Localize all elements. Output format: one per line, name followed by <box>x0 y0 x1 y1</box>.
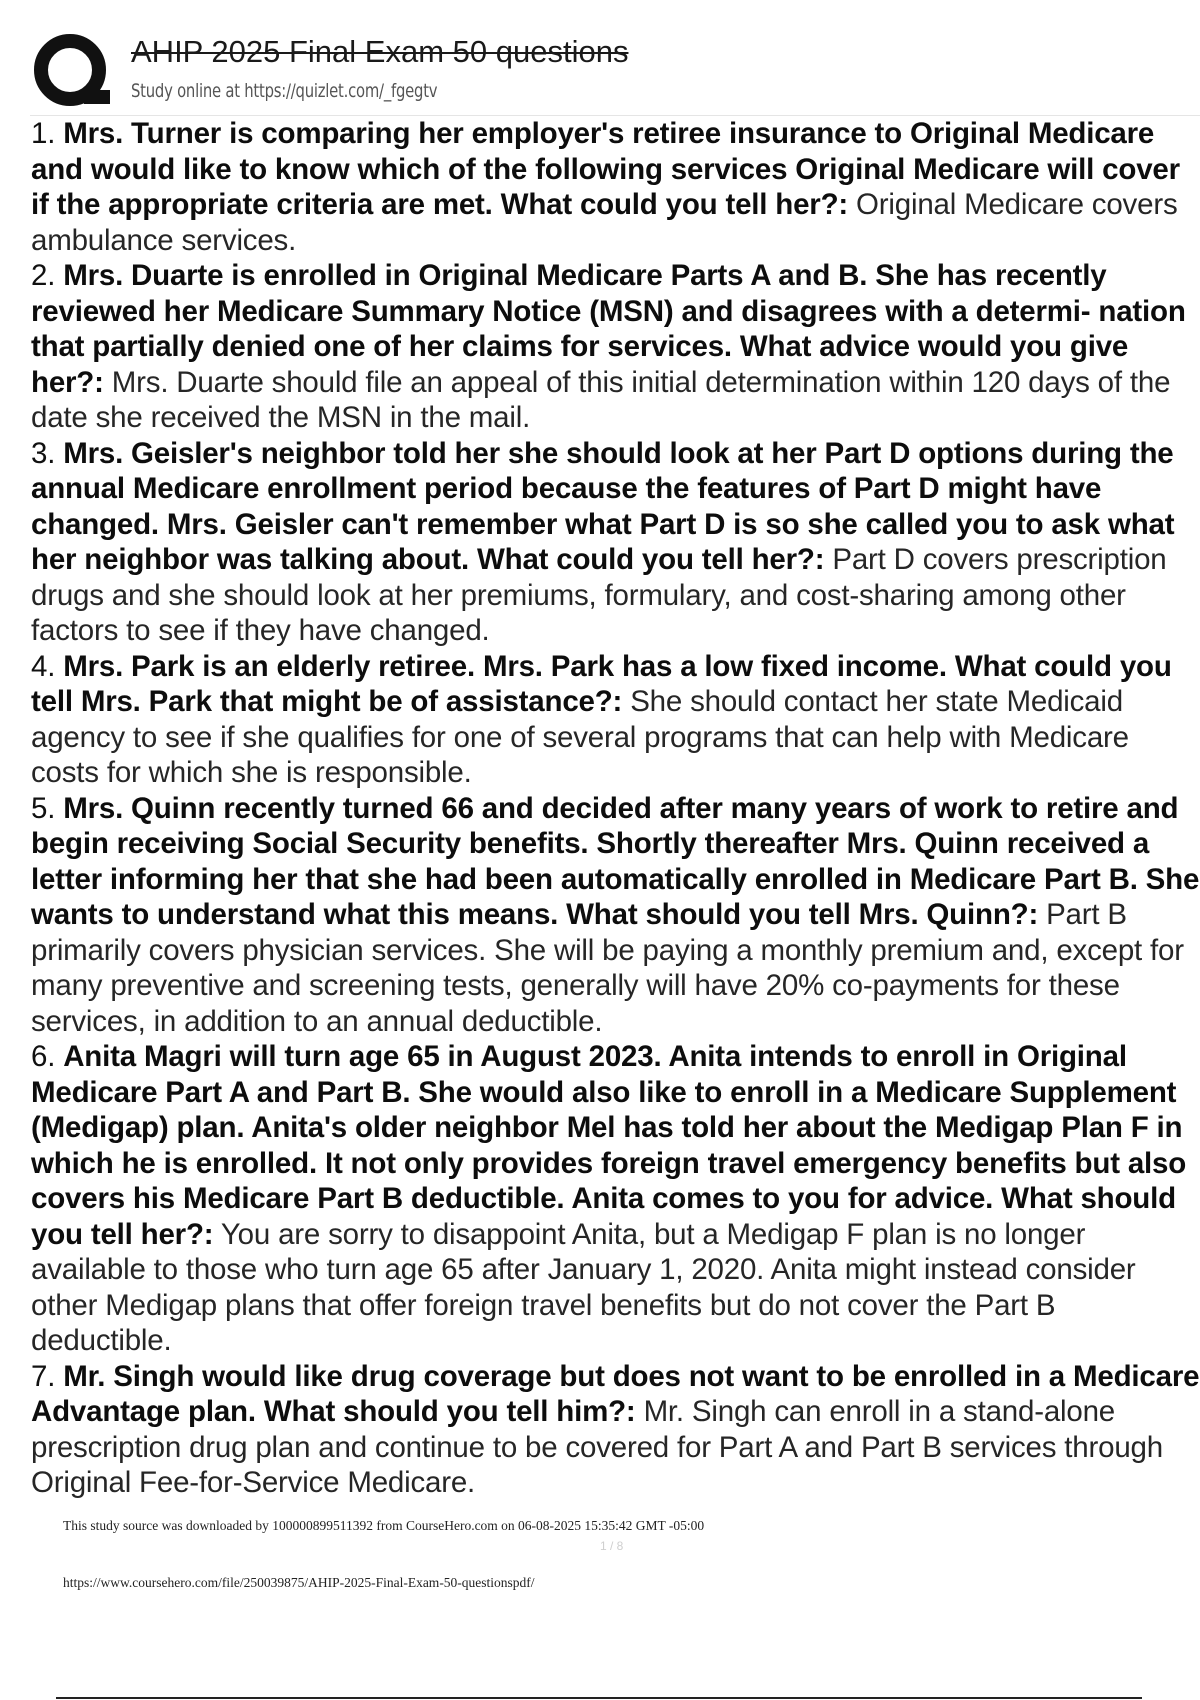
question-number: 4. <box>31 649 56 683</box>
question-text: Anita Magri will turn age 65 in August 2023. Anita intends to enroll in Original Medicare Part A and Part B. She would also like to enroll in a Medicare Supplement (Medigap) plan. Anita's older neighbor Mel has told her about the Medigap Plan F in which he is enrolled. It not only provides foreign travel emergency benefits but also covers his Medicare Part B deductible. Anita comes to you for advice. What should you tell her?: <box>31 1040 1187 1251</box>
download-note: This study source was downloaded by 100000899511392 from CourseHero.com on 06-08-2025 15:35:42 GMT -05:00 <box>63 1518 705 1533</box>
question-item-1 <box>31 116 1200 258</box>
document-header <box>30 30 1180 116</box>
source-url-link[interactable]: https://www.coursehero.com/file/250039875/AHIP-2025-Final-Exam-50-questionspdf/ <box>63 1575 535 1590</box>
answer-text: Part D covers prescription drugs and she should look at her premiums, formulary, and cost-sharing among other factors to see if they have changed. <box>31 543 1167 647</box>
question-number: 3. <box>31 436 56 470</box>
question-number: 7. <box>31 1359 56 1393</box>
question-text: Mrs. Quinn recently turned 66 and decided after many years of work to retire and begin receiving Social Security benefits. Shortly thereafter Mrs. Quinn received a letter informing her that she had been automatically enrolled in Medicare Part B. She wants to understand what this means. What should you tell Mrs. Quinn?: <box>31 791 1200 931</box>
answer-text: She should contact her state Medicaid agency to see if she qualifies for one of several programs that can help with Medicare costs for which she is responsible. <box>31 685 1129 789</box>
question-item-4 <box>31 649 1200 791</box>
question-text: Mrs. Geisler's neighbor told her she should look at her Part D options during the annual Medicare enrollment period because the features of Part D might have changed. Mrs. Geisler can't remember what Part D is so she called you to ask what her neighbor was talking about. What could you tell her?: <box>31 436 1175 576</box>
question-text: Mr. Singh would like drug coverage but does not want to be enrolled in a Medicare Advantage plan. What should you tell him?: <box>31 1359 1200 1428</box>
question-text: Mrs. Park is an elderly retiree. Mrs. Park has a low fixed income. What could you tell Mrs. Park that might be of assistance?: <box>31 649 1172 718</box>
answer-text: You are sorry to disappoint Anita, but a Medigap F plan is no longer available to those who turn age 65 after January 1, 2020. Anita might instead consider other Medigap plans that offer foreign travel benefits but do not cover the Part B deductible. <box>31 1217 1136 1357</box>
question-number: 1. <box>31 117 56 150</box>
question-text: Mrs. Duarte is enrolled in Original Medicare Parts A and B. She has recently reviewed her Medicare Summary Notice (MSN) and disagrees with a determi- nation that partially denied one of her claims for services. What advice would you give her?: <box>31 259 1186 399</box>
question-number: 2. <box>31 259 56 292</box>
bottom-divider <box>56 1697 1142 1699</box>
question-item-7 <box>31 1359 1200 1501</box>
answer-text: Original Medicare covers ambulance services. <box>31 188 1178 257</box>
answer-text: Mrs. Duarte should file an appeal of this initial determination within 120 days of the date she received the MSN in the mail. <box>31 365 1171 434</box>
question-item-3 <box>31 436 1200 649</box>
document-title: AHIP 2025 Final Exam 50 questions <box>131 34 629 69</box>
answer-text: Part B primarily covers physician services. She will be paying a monthly premium and, except for many preventive and screening tests, generally will have 20% co-payments for these services, in addition to an annual deductible. <box>31 898 1184 1038</box>
question-item-6 <box>31 1039 1200 1359</box>
question-number: 5. <box>31 791 56 825</box>
question-number: 6. <box>31 1040 56 1073</box>
quizlet-q-logo-icon <box>32 32 112 112</box>
question-item-2 <box>31 258 1200 436</box>
study-online-link[interactable]: Study online at https://quizlet.com/_fgegtv <box>131 80 438 102</box>
question-text: Mrs. Turner is comparing her employer's retiree insurance to Original Medicare and would like to know which of the following services Original Medicare will cover if the appropriate criteria are met. What could you tell her?: <box>31 117 1180 221</box>
answer-text: Mr. Singh can enroll in a stand-alone prescription drug plan and continue to be covered for Part A and Part B services through Original Fee-for-Service Medicare. <box>31 1395 1163 1499</box>
question-list <box>31 116 1200 1501</box>
question-item-5 <box>31 791 1200 1040</box>
page-indicator: 1 / 8 <box>600 1539 624 1553</box>
